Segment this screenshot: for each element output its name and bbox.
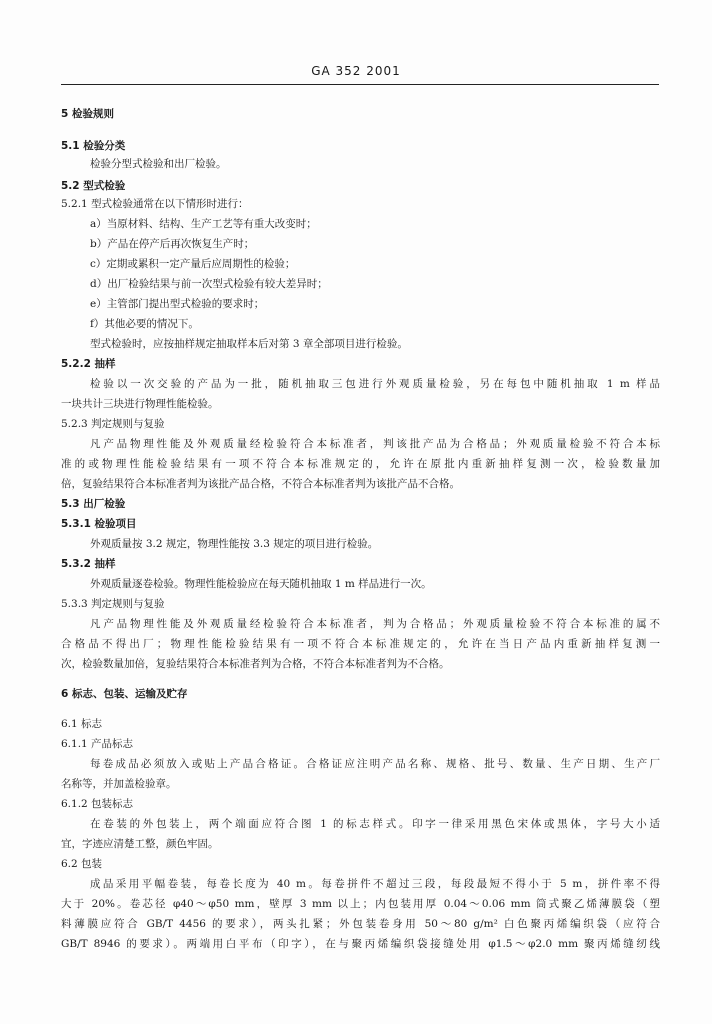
paragraph-line: 料薄膜应符合 GB/T 4456 的要求），两头扎紧；外包装卷身用 50～80 g/m² 白色聚丙烯编织袋（应符合 [61, 918, 660, 930]
heading-5-2-2: 5.2.2 抽样 [61, 358, 116, 370]
heading-6-1: 6.1 标志 [61, 718, 103, 730]
heading-5-2-1: 5.2.1 型式检验通常在以下情形时进行： [61, 198, 249, 210]
paragraph-line: 检验以一次交验的产品为一批，随机抽取三包进行外观质量检验，另在每包中随机抽取 1 m 样品 [90, 378, 660, 390]
paragraph-line: 每卷成品必须放入或贴上产品合格证。合格证应注明产品名称、规格、批号、数量、生产日期、生产厂 [90, 758, 660, 770]
heading-6: 6 标志、包装、运输及贮存 [61, 688, 188, 700]
paragraph-line: 次，检验数量加倍，复验结果符合本标准者判为合格，不符合本标准者判为不合格。 [61, 658, 450, 670]
heading-5-3-2: 5.3.2 抽样 [61, 558, 116, 570]
paragraph-line: 型式检验时，应按抽样规定抽取样本后对第 3 章全部项目进行检验。 [90, 338, 408, 350]
list-item-a: a）当原材料、结构、生产工艺等有重大改变时； [90, 218, 317, 230]
standard-code: GA 352 2001 [311, 64, 401, 78]
paragraph-line: 倍，复验结果符合本标准者判为该批产品合格，不符合本标准者判为该批产品不合格。 [61, 478, 460, 490]
heading-5: 5 检验规则 [61, 108, 114, 120]
paragraph-line: 凡产品物理性能及外观质量经检验符合本标准者，判该批产品为合格品；外观质量检验不符合本标 [90, 438, 660, 450]
list-item-b: b）产品在停产后再次恢复生产时； [90, 238, 255, 250]
header-rule [61, 84, 659, 85]
paragraph-line: 准的或物理性能检验结果有一项不符合本标准规定的，允许在原批内重新抽样复测一次，检验数量加 [61, 458, 660, 470]
heading-5-3: 5.3 出厂检验 [61, 498, 126, 510]
paragraph-line: 检验分型式检验和出厂检验。 [90, 158, 227, 170]
list-item-c: c）定期或累积一定产量后应周期性的检验； [90, 258, 296, 270]
heading-6-1-2: 6.1.2 包装标志 [61, 798, 134, 810]
paragraph-line: 合格品不得出厂；物理性能检验结果有一项不符合本标准规定的，允许在当日产品内重新抽样复测一 [61, 638, 660, 650]
heading-5-3-1: 5.3.1 检验项目 [61, 518, 137, 530]
paragraph-line: 在卷装的外包装上，两个端面应符合图 1 的标志样式。印字一律采用黑色宋体或黑体，字号大小适 [90, 818, 660, 830]
paragraph-line: 名称等，并加盖检验章。 [61, 778, 177, 790]
list-item-e: e）主管部门提出型式检验的要求时； [90, 298, 265, 310]
heading-5-2: 5.2 型式检验 [61, 180, 126, 192]
heading-5-1: 5.1 检验分类 [61, 140, 126, 152]
paragraph-line: 成品采用平幅卷装，每卷长度为 40 m。每卷拼件不超过三段，每段最短不得小于 5 m，拼件率不得 [90, 878, 660, 890]
list-item-d: d）出厂检验结果与前一次型式检验有较大差异时； [90, 278, 328, 290]
paragraph-line: 外观质量逐卷检验。物理性能检验应在每天随机抽取 1 m 样品进行一次。 [90, 578, 432, 590]
paragraph-line: 外观质量按 3.2 规定，物理性能按 3.3 规定的项目进行检验。 [90, 538, 379, 550]
paragraph-line: 一块共计三块进行物理性能检验。 [61, 398, 219, 410]
heading-6-1-1: 6.1.1 产品标志 [61, 738, 134, 750]
heading-5-3-3: 5.3.3 判定规则与复验 [61, 598, 165, 610]
paragraph-line: 宜，字迹应清楚工整，颜色牢固。 [61, 838, 219, 850]
heading-6-2: 6.2 包装 [61, 858, 103, 870]
heading-5-2-3: 5.2.3 判定规则与复验 [61, 418, 165, 430]
list-item-f: f）其他必要的情况下。 [90, 318, 199, 330]
paragraph-line: 大于 20%。卷芯径 φ40～φ50 mm，壁厚 3 mm 以上；内包装用厚 0.04～0.06 mm 筒式聚乙烯薄膜袋（塑 [61, 898, 660, 910]
paragraph-line: 凡产品物理性能及外观质量经检验符合本标准者，判为合格品；外观质量检验不符合本标准的属不 [90, 618, 660, 630]
paragraph-line: GB/T 8946 的要求）。两端用白平布（印字），在与聚丙烯编织袋接缝处用 φ1.5～φ2.0 mm 聚丙烯缝纫线 [61, 938, 660, 950]
